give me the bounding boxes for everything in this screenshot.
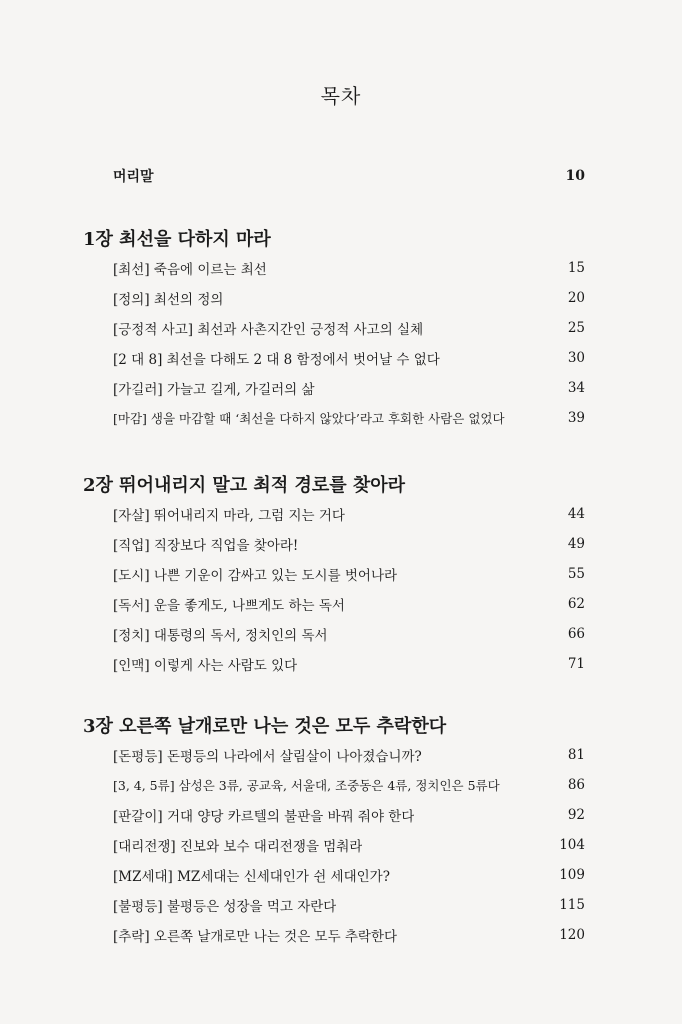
toc-entry-page: 55 — [567, 566, 585, 582]
chapter-3-heading[interactable]: 3장 오른쪽 날개로만 나는 것은 모두 추락한다 — [83, 716, 447, 737]
toc-entry[interactable] — [113, 864, 585, 886]
toc-entry[interactable] — [113, 623, 585, 645]
toc-entry-preface[interactable] — [113, 165, 585, 187]
toc-entry-label: [마감] 생을 마감할 때 ‘최선을 다하지 않았다’라고 후회한 사람은 없었다 — [113, 411, 505, 426]
toc-entry-label: [정의] 최선의 정의 — [113, 292, 224, 308]
toc-entry[interactable] — [113, 593, 585, 615]
toc-entry[interactable] — [113, 894, 585, 916]
toc-entry-page: 10 — [565, 168, 585, 184]
toc-entry-page: 104 — [559, 837, 585, 853]
toc-entry-label: [인맥] 이렇게 사는 사람도 있다 — [113, 658, 298, 674]
toc-entry-label: [추락] 오른쪽 날개로만 나는 것은 모두 추락한다 — [113, 929, 398, 945]
page-title: 목차 — [320, 84, 362, 108]
toc-entry[interactable] — [113, 744, 585, 766]
toc-entry-label: [대리전쟁] 진보와 보수 대리전쟁을 멈춰라 — [113, 839, 363, 855]
toc-entry-page: 49 — [567, 536, 585, 552]
toc-entry-page: 39 — [567, 410, 585, 426]
toc-entry[interactable] — [113, 503, 585, 525]
toc-entry-label: [직업] 직장보다 직업을 찾아라! — [113, 538, 299, 554]
toc-entry-page: 86 — [567, 777, 585, 793]
toc-entry[interactable] — [113, 924, 585, 946]
toc-entry-page: 20 — [567, 290, 585, 306]
toc-entry-page: 15 — [567, 260, 585, 276]
toc-entry-label: [불평등] 불평등은 성장을 먹고 자란다 — [113, 899, 337, 915]
toc-entry-page: 62 — [567, 596, 585, 612]
toc-entry[interactable] — [113, 653, 585, 675]
toc-entry-page: 25 — [567, 320, 585, 336]
toc-entry-label: [3, 4, 5류] 삼성은 3류, 공교육, 서울대, 조중동은 4류, 정치인은 5류다 — [113, 778, 500, 793]
toc-entry[interactable] — [113, 317, 585, 339]
toc-entry[interactable] — [113, 347, 585, 369]
toc-entry-label: [독서] 운을 좋게도, 나쁘게도 하는 독서 — [113, 598, 345, 614]
toc-entry-label: [MZ세대] MZ세대는 신세대인가 쉰 세대인가? — [113, 869, 390, 885]
toc-entry-label: [자살] 뛰어내리지 마라, 그럼 지는 거다 — [113, 508, 345, 524]
toc-entry-page: 92 — [567, 807, 585, 823]
toc-entry[interactable] — [113, 533, 585, 555]
toc-entry-page: 120 — [559, 927, 585, 943]
toc-entry-page: 109 — [559, 867, 585, 883]
toc-entry[interactable] — [113, 563, 585, 585]
toc-entry[interactable] — [113, 257, 585, 279]
toc-entry-page: 81 — [567, 747, 585, 763]
chapter-1-heading[interactable]: 1장 최선을 다하지 마라 — [83, 229, 271, 250]
toc-entry[interactable] — [113, 834, 585, 856]
toc-entry[interactable] — [113, 287, 585, 309]
toc-entry-label: [판갈이] 거대 양당 카르텔의 불판을 바꿔 줘야 한다 — [113, 809, 415, 825]
toc-entry-label: [가길러] 가늘고 길게, 가길러의 삶 — [113, 382, 315, 398]
toc-entry-page: 71 — [567, 656, 585, 672]
toc-entry-label: [도시] 나쁜 기운이 감싸고 있는 도시를 벗어나라 — [113, 568, 398, 584]
toc-entry-page: 30 — [567, 350, 585, 366]
toc-entry[interactable] — [113, 774, 585, 796]
toc-entry[interactable] — [113, 407, 585, 429]
toc-entry-label: [정치] 대통령의 독서, 정치인의 독서 — [113, 628, 328, 644]
toc-entry[interactable] — [113, 377, 585, 399]
toc-entry-page: 66 — [567, 626, 585, 642]
toc-entry-page: 115 — [559, 897, 585, 913]
toc-entry[interactable] — [113, 804, 585, 826]
toc-entry-label: [긍정적 사고] 최선과 사촌지간인 긍정적 사고의 실체 — [113, 322, 424, 338]
toc-entry-page: 34 — [567, 380, 585, 396]
chapter-2-heading[interactable]: 2장 뛰어내리지 말고 최적 경로를 찾아라 — [83, 475, 406, 496]
toc-entry-label: [최선] 죽음에 이르는 최선 — [113, 262, 267, 278]
toc-entry-label: [돈평등] 돈평등의 나라에서 살림살이 나아졌습니까? — [113, 749, 422, 765]
toc-entry-label: [2 대 8] 최선을 다해도 2 대 8 함정에서 벗어날 수 없다 — [113, 352, 440, 368]
toc-entry-page: 44 — [567, 506, 585, 522]
toc-entry-label: 머리말 — [113, 169, 154, 185]
